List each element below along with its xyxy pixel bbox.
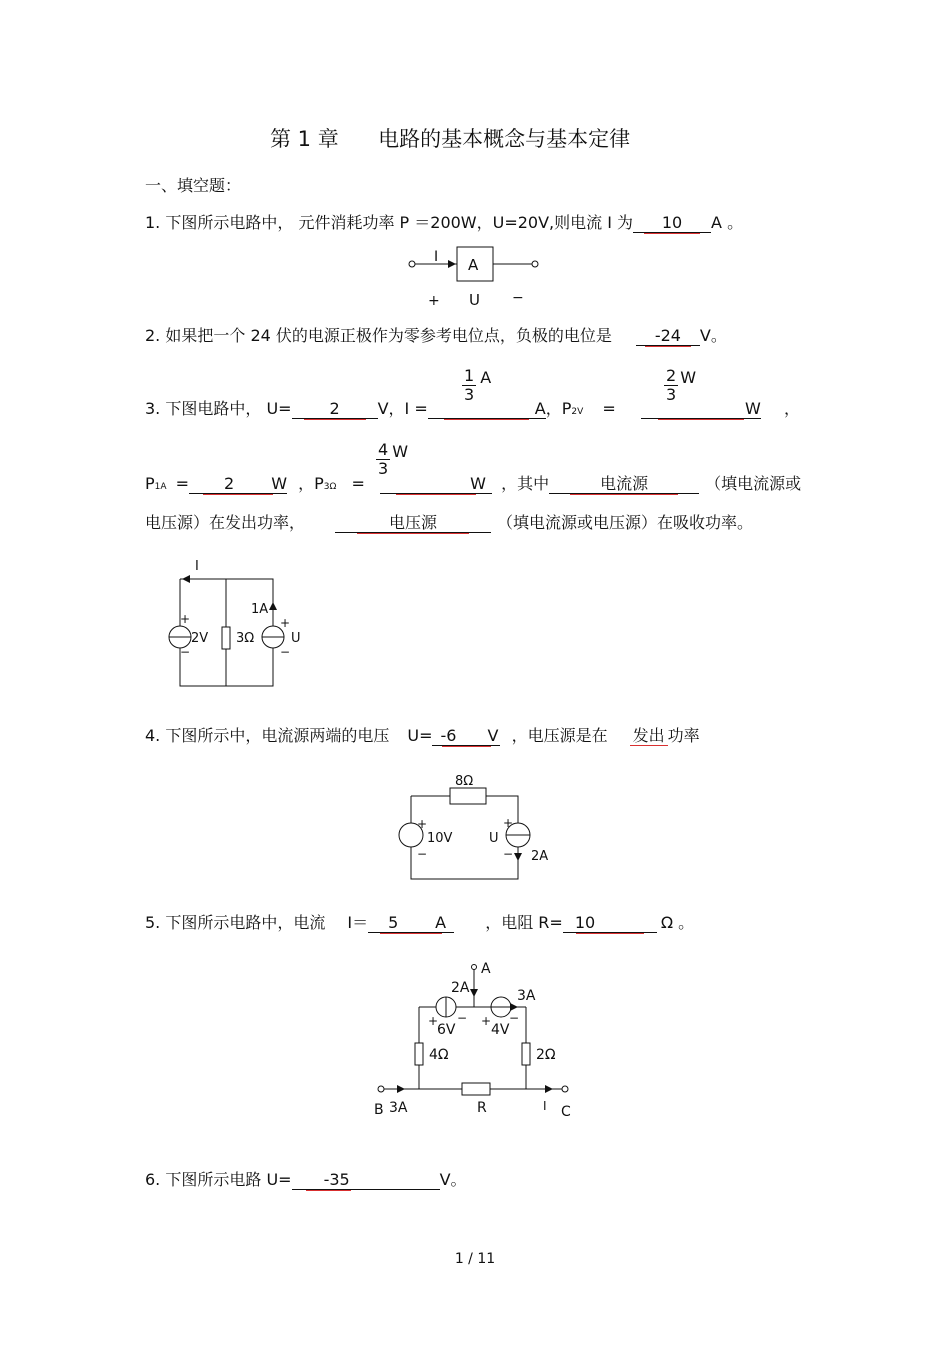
- q5-current-blank: 5 A: [368, 913, 454, 933]
- q2-answer-blank: -24: [636, 326, 700, 346]
- question-4: 4. 下图所示中，电流源两端的电压 U= -6 V ，电压源是在 发出 功率: [145, 726, 700, 745]
- q5-node-b-label: B: [374, 1102, 384, 1118]
- q4-vs-minus: −: [417, 847, 428, 861]
- q1-voltage-label: U: [469, 291, 480, 309]
- q5-4v-plus: +: [481, 1014, 492, 1028]
- q3-i-fraction: $\frac{1}{3}$ A: [464, 366, 492, 404]
- q5-6v-label: 6V: [437, 1022, 456, 1038]
- q5-4ohm-label: 4Ω: [429, 1047, 449, 1063]
- question-2: 2. 如果把一个 24 伏的电源正极作为零参考电位点，负极的电位是 -24 V。: [145, 326, 727, 345]
- q3-p2v-answer-blank: W: [641, 399, 761, 419]
- q3-current-source-label: 1A: [251, 602, 269, 617]
- q3-cs-minus: −: [280, 645, 291, 659]
- q3-p2v-fraction: $\frac{2}{3}$ W: [666, 366, 697, 404]
- q5-node-a-label: A: [481, 961, 491, 977]
- q5-circuit-figure: [365, 955, 585, 1125]
- q3-current-label: I: [195, 559, 199, 574]
- q5-2ohm-label: 2Ω: [536, 1047, 556, 1063]
- question-3-line-3: 电压源）在发出功率， 电压源 （填电流源或电压源）在吸收功率。: [145, 513, 754, 532]
- page-number: 1 / 11: [454, 1251, 496, 1267]
- chapter-name: 电路的基本概念与基本定律: [378, 127, 631, 151]
- q3-voltage-source-label: 2V: [191, 631, 209, 646]
- q5-node-c-label: C: [561, 1104, 571, 1120]
- q5-r-label: R: [477, 1100, 487, 1116]
- q4-cs-plus: +: [503, 816, 514, 830]
- q3-source-minus: −: [180, 645, 191, 659]
- q5-3a-top-label: 3A: [517, 988, 536, 1004]
- q6-voltage-blank: -35: [292, 1170, 440, 1190]
- q1-answer-blank: 10: [633, 213, 711, 233]
- q4-cs-voltage-label: U: [489, 831, 499, 846]
- question-5: 5. 下图所示电路中，电流 I＝ 5 A ，电阻 R= 10 Ω 。: [145, 913, 695, 932]
- q1-plus-sign: +: [428, 293, 440, 309]
- q3-p3-fraction: $\frac{4}{3}$ W: [378, 440, 409, 478]
- q4-voltage-blank: -6 V: [432, 726, 500, 746]
- q3-p1a-answer-blank: 2 W: [189, 474, 287, 494]
- chapter-number: 第 1 章: [270, 127, 339, 151]
- q4-voltage-source-label: 10V: [427, 831, 453, 846]
- q5-6v-minus: −: [457, 1011, 468, 1025]
- q5-6v-plus: +: [428, 1014, 439, 1028]
- section-heading: 一、填空题：: [145, 176, 242, 195]
- q3-source2-blank: 电压源: [335, 513, 491, 533]
- q3-source1-blank: 电流源: [549, 474, 699, 494]
- q4-cs-minus: −: [503, 847, 514, 861]
- q1-circuit-figure: [400, 240, 560, 315]
- q3-resistor-label: 3Ω: [236, 631, 255, 646]
- question-3-line-1: 3. 下图电路中， U= 2 V，I = A ，P2V = W ，: [145, 399, 800, 418]
- question-6: 6. 下图所示电路 U= -35 V。: [145, 1170, 467, 1189]
- q5-4v-minus: −: [509, 1011, 520, 1025]
- q5-4v-label: 4V: [491, 1022, 510, 1038]
- q4-circuit-figure: [395, 770, 565, 885]
- q1-element-label: A: [468, 256, 479, 274]
- q3-p3-answer-blank: W: [380, 474, 492, 494]
- q3-cs-voltage-label: U: [291, 631, 301, 646]
- q3-cs-plus: +: [280, 616, 291, 630]
- q4-current-source-label: 2A: [531, 849, 549, 864]
- question-1: 1. 下图所示电路中， 元件消耗功率 P ＝200W，U=20V,则电流 I 为 10 A 。: [145, 213, 744, 232]
- q1-current-label: I: [434, 249, 439, 265]
- question-3-line-2: P1A = 2 W ，P3Ω = W ，其中 电流源 （填电流源或: [145, 474, 802, 493]
- q5-2a-label: 2A: [451, 980, 470, 996]
- q3-i-answer-blank: A: [428, 399, 546, 419]
- q4-resistor-label: 8Ω: [455, 774, 474, 789]
- chapter-title: [270, 129, 630, 149]
- q4-power-blank: 发出: [630, 726, 668, 746]
- q3-u-answer-blank: 2: [292, 399, 378, 419]
- q5-current-i-label: I: [543, 1099, 547, 1113]
- q1-minus-sign: −: [512, 290, 524, 306]
- q5-resistance-blank: 10: [563, 913, 657, 933]
- q4-vs-plus: +: [417, 817, 428, 831]
- q3-circuit-figure: [160, 555, 320, 695]
- q3-source-plus: +: [180, 612, 191, 626]
- q5-3a-bottom-label: 3A: [389, 1100, 408, 1116]
